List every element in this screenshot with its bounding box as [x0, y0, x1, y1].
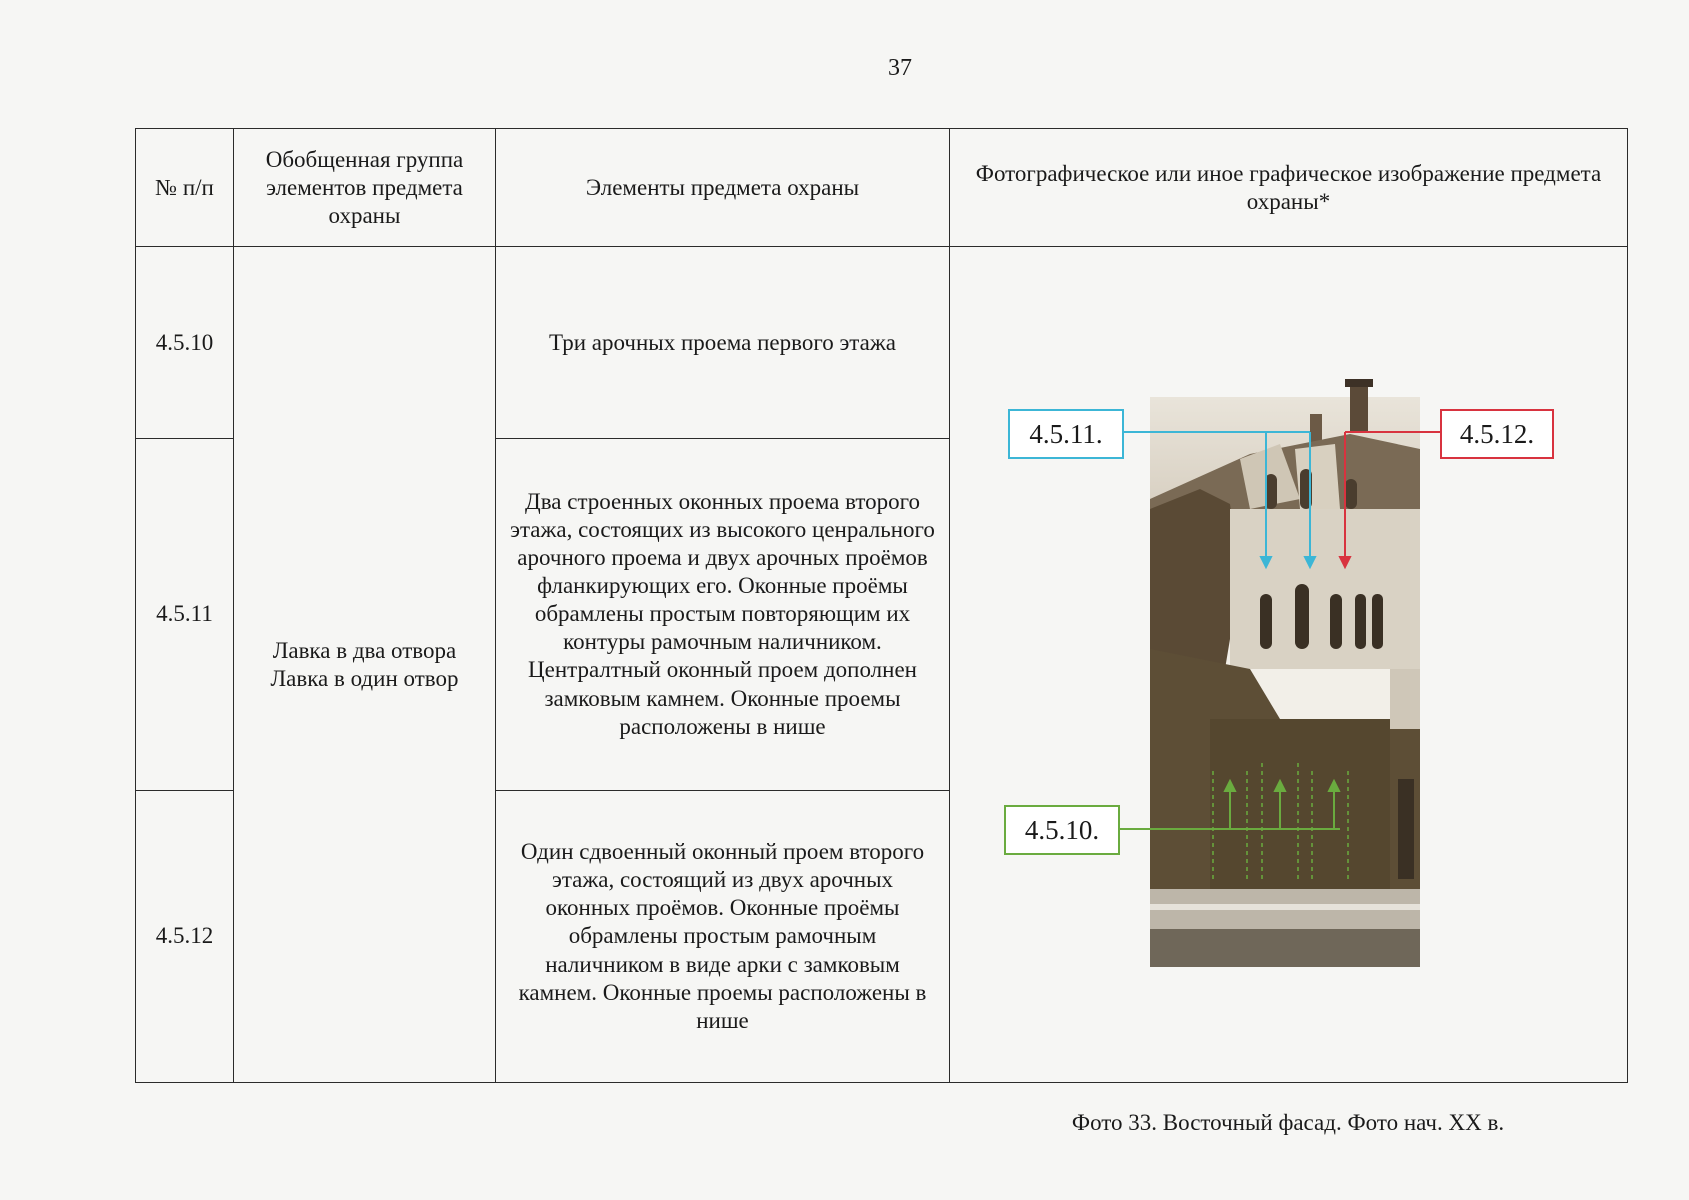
photo-cell — [950, 247, 1628, 1136]
group-cell — [234, 247, 496, 1083]
page-number: 37 — [888, 55, 912, 81]
protection-elements-table — [135, 128, 1628, 1136]
photo-figure — [950, 249, 1626, 1136]
element-description: Три арочных проема первого этажа — [496, 247, 950, 438]
group-text-line1: Лавка в два отвора — [272, 637, 457, 663]
label-4-5-11: 4.5.11. — [1008, 409, 1124, 459]
element-description: Два строенных оконных проема второго этажа, состоящих из высокого ценрального арочного проема и двух арочных проёмов фланкирующих его. Оконные проёмы обрамлены простым повторяющим их контуры рамочным наличником. Централтный оконный проем дополнен замковым камнем. Оконные проемы расположены в нише — [496, 438, 950, 790]
table-header-row — [136, 129, 1628, 247]
header-number: № п/п — [136, 129, 234, 247]
photo-caption: Фото 33. Восточный фасад. Фото нач. ХХ в. — [1071, 1110, 1505, 1136]
row-number: 4.5.11 — [136, 438, 234, 790]
row-number: 4.5.12 — [136, 791, 234, 1083]
group-text-line2: Лавка в один отвор — [270, 665, 459, 691]
header-group: Обобщенная группа элементов предмета охраны — [234, 129, 496, 247]
header-image: Фотографическое или иное графическое изображение предмета охраны* — [950, 129, 1628, 247]
building-photo — [950, 249, 1626, 1080]
label-4-5-10: 4.5.10. — [1004, 805, 1120, 855]
row-number: 4.5.10 — [136, 247, 234, 438]
table-row — [136, 247, 1628, 438]
label-4-5-12: 4.5.12. — [1440, 409, 1554, 459]
header-elements: Элементы предмета охраны — [496, 129, 950, 247]
element-description: Один сдвоенный оконный проем второго этажа, состоящий из двух арочных оконных проёмов. Оконные проёмы обрамлены простым рамочным наличником в виде арки с замковым камнем. Оконные проемы расположены в нише — [496, 791, 950, 1083]
